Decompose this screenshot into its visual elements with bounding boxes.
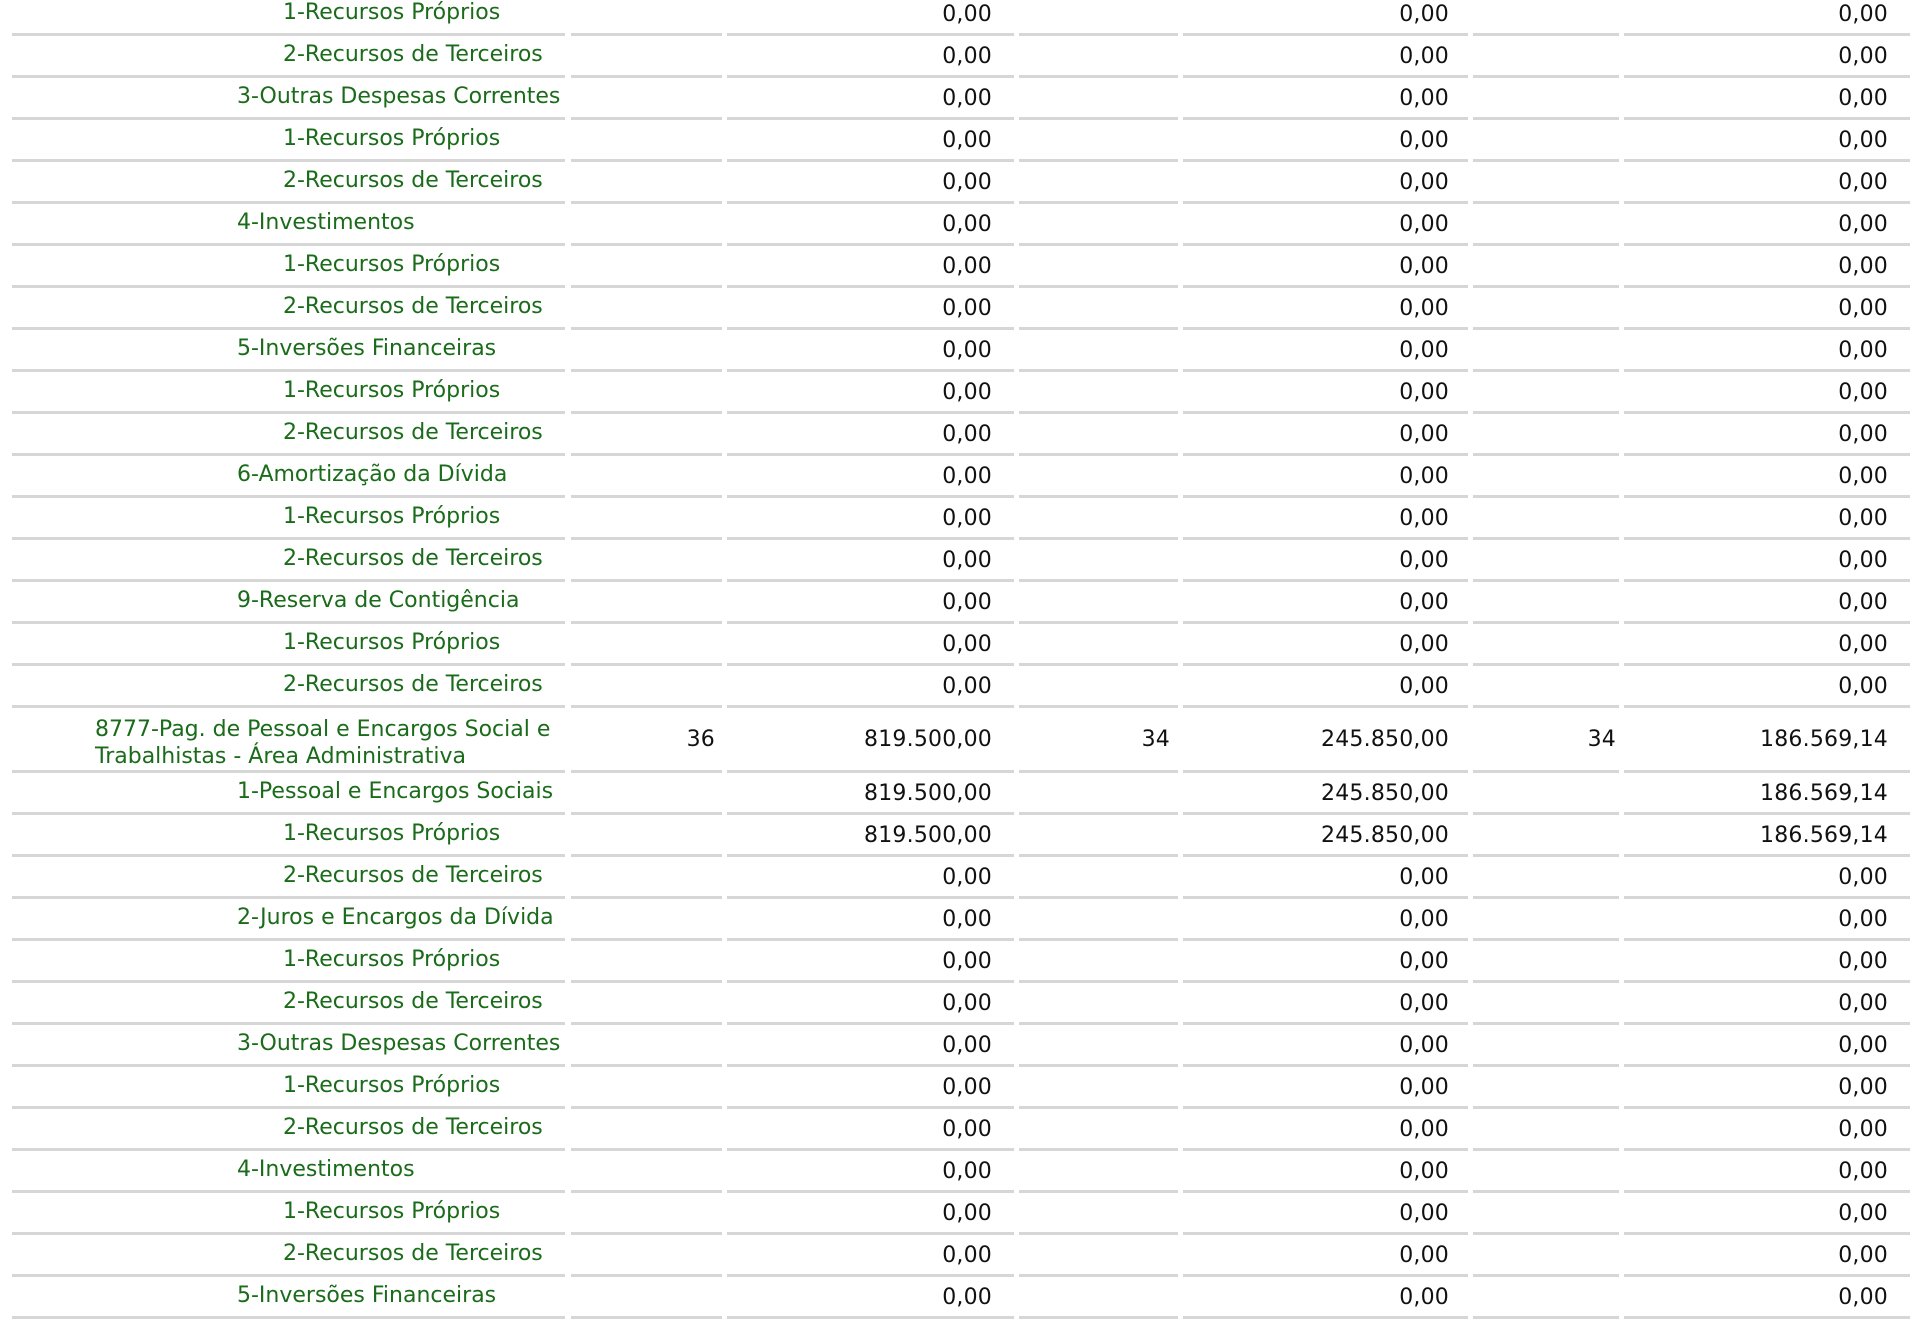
qty1-cell	[571, 899, 722, 941]
amount-value: 819.500,00	[864, 780, 992, 806]
qty3-cell	[1473, 204, 1619, 246]
qty1-cell	[571, 414, 722, 456]
qty1-cell	[571, 288, 722, 330]
table-row	[0, 1193, 1920, 1235]
amount-value: 0,00	[1399, 990, 1449, 1016]
amount-value: 0,00	[1838, 211, 1888, 237]
qty3-cell	[1473, 330, 1619, 372]
qty3-cell	[1473, 1109, 1619, 1151]
amount-value: 0,00	[1838, 631, 1888, 657]
table-row	[0, 899, 1920, 941]
table-row	[0, 246, 1920, 288]
row-label: 2-Recursos de Terceiros	[283, 41, 543, 67]
amount-value: 0,00	[942, 1116, 992, 1142]
amount-value: 0,00	[1399, 1074, 1449, 1100]
amount-value: 0,00	[942, 337, 992, 363]
qty3-cell	[1473, 666, 1619, 708]
table-row	[0, 1151, 1920, 1193]
qty2-cell	[1019, 857, 1178, 899]
qty1-cell	[571, 857, 722, 899]
qty2-cell	[1019, 204, 1178, 246]
amount-value: 245.850,00	[1321, 822, 1449, 848]
qty1-cell	[571, 624, 722, 666]
amount-value: 0,00	[1838, 85, 1888, 111]
qty2-cell	[1019, 246, 1178, 288]
amount-value: 0,00	[942, 673, 992, 699]
qty1-cell	[571, 36, 722, 78]
qty2-cell	[1019, 540, 1178, 582]
amount-value: 0,00	[1399, 948, 1449, 974]
qty1-cell	[571, 246, 722, 288]
amount-value: 0,00	[942, 1158, 992, 1184]
row-label: 5-Inversões Financeiras	[237, 1282, 497, 1308]
qty1-cell	[571, 162, 722, 204]
qty3-cell	[1473, 120, 1619, 162]
amount-value: 0,00	[1838, 295, 1888, 321]
qty2-cell	[1019, 498, 1178, 540]
qty2-cell	[1019, 899, 1178, 941]
qty1-cell	[571, 815, 722, 857]
amount-value: 0,00	[1838, 253, 1888, 279]
amount-value: 0,00	[942, 1284, 992, 1310]
qty1-cell	[571, 0, 722, 36]
table-row	[0, 773, 1920, 815]
quantity-value: 36	[686, 727, 715, 752]
amount-value: 0,00	[1838, 990, 1888, 1016]
qty1-cell	[571, 1109, 722, 1151]
amount-value: 0,00	[1838, 673, 1888, 699]
table-row	[0, 983, 1920, 1025]
amount-value: 0,00	[942, 906, 992, 932]
qty2-cell	[1019, 456, 1178, 498]
row-label: 2-Recursos de Terceiros	[283, 1114, 543, 1140]
qty2-cell	[1019, 1109, 1178, 1151]
amount-value: 0,00	[942, 463, 992, 489]
qty3-cell	[1473, 1277, 1619, 1319]
qty2-cell	[1019, 372, 1178, 414]
qty3-cell	[1473, 815, 1619, 857]
qty2-cell	[1019, 1235, 1178, 1277]
table-row	[0, 414, 1920, 456]
amount-value: 0,00	[942, 631, 992, 657]
row-label: 2-Recursos de Terceiros	[283, 419, 543, 445]
table-row	[0, 288, 1920, 330]
qty3-cell	[1473, 288, 1619, 330]
amount-value: 0,00	[1399, 337, 1449, 363]
qty3-cell	[1473, 941, 1619, 983]
amount-value: 0,00	[1399, 43, 1449, 69]
qty1-cell	[571, 1025, 722, 1067]
quantity-value: 34	[1587, 727, 1616, 752]
table-row	[0, 456, 1920, 498]
qty3-cell	[1473, 624, 1619, 666]
row-label: 2-Recursos de Terceiros	[283, 862, 543, 888]
amount-value: 0,00	[942, 1200, 992, 1226]
amount-value: 0,00	[942, 421, 992, 447]
table-row	[0, 540, 1920, 582]
amount-value: 186.569,14	[1760, 727, 1888, 752]
table-row	[0, 1235, 1920, 1277]
row-label: 5-Inversões Financeiras	[237, 335, 497, 361]
row-label: 8777-Pag. de Pessoal e Encargos Social e Trabalhistas - Área Administrativa	[95, 717, 551, 769]
qty3-cell	[1473, 1151, 1619, 1193]
qty1-cell	[571, 330, 722, 372]
table-row	[0, 372, 1920, 414]
amount-value: 0,00	[1838, 1116, 1888, 1142]
qty1-cell	[571, 582, 722, 624]
amount-value: 0,00	[1399, 1032, 1449, 1058]
qty3-cell	[1473, 78, 1619, 120]
amount-value: 0,00	[1838, 1, 1888, 27]
qty3-cell	[1473, 162, 1619, 204]
amount-value: 0,00	[1838, 169, 1888, 195]
table-row	[0, 162, 1920, 204]
row-label: 1-Recursos Próprios	[283, 0, 501, 25]
qty2-cell	[1019, 1193, 1178, 1235]
amount-value: 0,00	[1399, 421, 1449, 447]
table-row	[0, 0, 1920, 36]
amount-value: 0,00	[1399, 1116, 1449, 1142]
qty3-cell	[1473, 36, 1619, 78]
qty2-cell	[1019, 941, 1178, 983]
table-row	[0, 582, 1920, 624]
amount-value: 0,00	[1838, 1284, 1888, 1310]
row-label: 2-Recursos de Terceiros	[283, 671, 543, 697]
row-label: 6-Amortização da Dívida	[237, 461, 508, 487]
row-label: 1-Recursos Próprios	[283, 820, 501, 846]
table-row	[0, 330, 1920, 372]
amount-value: 0,00	[1838, 589, 1888, 615]
qty1-cell	[571, 372, 722, 414]
amount-value: 0,00	[1838, 1200, 1888, 1226]
row-label: 2-Recursos de Terceiros	[283, 988, 543, 1014]
amount-value: 0,00	[942, 43, 992, 69]
amount-value: 0,00	[1399, 1284, 1449, 1310]
amount-value: 0,00	[942, 211, 992, 237]
amount-value: 0,00	[1838, 906, 1888, 932]
amount-value: 0,00	[1838, 948, 1888, 974]
row-label: 1-Recursos Próprios	[283, 1198, 501, 1224]
table-row	[0, 624, 1920, 666]
row-label: 4-Investimentos	[237, 1156, 415, 1182]
row-label: 1-Recursos Próprios	[283, 946, 501, 972]
table-row	[0, 815, 1920, 857]
qty2-cell	[1019, 773, 1178, 815]
row-label: 2-Recursos de Terceiros	[283, 167, 543, 193]
amount-value: 0,00	[1399, 85, 1449, 111]
qty3-cell	[1473, 372, 1619, 414]
row-label: 2-Recursos de Terceiros	[283, 1240, 543, 1266]
qty2-cell	[1019, 582, 1178, 624]
amount-value: 0,00	[1838, 127, 1888, 153]
amount-value: 0,00	[942, 1032, 992, 1058]
amount-value: 0,00	[942, 379, 992, 405]
amount-value: 0,00	[1838, 1158, 1888, 1184]
qty2-cell	[1019, 1067, 1178, 1109]
qty2-cell	[1019, 1151, 1178, 1193]
amount-value: 0,00	[1838, 1032, 1888, 1058]
qty2-cell	[1019, 0, 1178, 36]
row-label: 4-Investimentos	[237, 209, 415, 235]
amount-value: 0,00	[1399, 906, 1449, 932]
table-row	[0, 1109, 1920, 1151]
qty2-cell	[1019, 78, 1178, 120]
qty2-cell	[1019, 288, 1178, 330]
table-row	[0, 120, 1920, 162]
amount-value: 0,00	[1838, 864, 1888, 890]
table-row	[0, 857, 1920, 899]
amount-value: 0,00	[1399, 547, 1449, 573]
row-label: 2-Recursos de Terceiros	[283, 293, 543, 319]
qty1-cell	[571, 1151, 722, 1193]
amount-value: 0,00	[1399, 1, 1449, 27]
amount-value: 0,00	[1399, 631, 1449, 657]
row-label: 3-Outras Despesas Correntes	[237, 1030, 561, 1056]
qty2-cell	[1019, 36, 1178, 78]
row-label: 1-Recursos Próprios	[283, 251, 501, 277]
amount-value: 0,00	[1399, 211, 1449, 237]
qty3-cell	[1473, 0, 1619, 36]
amount-value: 0,00	[942, 1, 992, 27]
amount-value: 0,00	[1838, 463, 1888, 489]
row-label: 1-Recursos Próprios	[283, 503, 501, 529]
qty1-cell	[571, 1067, 722, 1109]
amount-value: 0,00	[1838, 505, 1888, 531]
row-label: 1-Pessoal e Encargos Sociais	[237, 778, 554, 804]
table-row	[0, 78, 1920, 120]
qty3-cell	[1473, 1025, 1619, 1067]
amount-value: 819.500,00	[864, 727, 992, 752]
amount-value: 0,00	[1399, 1200, 1449, 1226]
amount-value: 0,00	[942, 169, 992, 195]
table-row	[0, 941, 1920, 983]
qty2-cell	[1019, 414, 1178, 456]
table-row	[0, 666, 1920, 708]
amount-value: 245.850,00	[1321, 727, 1449, 752]
amount-value: 0,00	[942, 990, 992, 1016]
amount-value: 186.569,14	[1760, 822, 1888, 848]
qty3-cell	[1473, 1235, 1619, 1277]
amount-value: 0,00	[1399, 589, 1449, 615]
qty2-cell	[1019, 624, 1178, 666]
qty1-cell	[571, 1193, 722, 1235]
qty3-cell	[1473, 857, 1619, 899]
amount-value: 0,00	[1399, 673, 1449, 699]
row-label: 9-Reserva de Contigência	[237, 587, 520, 613]
row-label: 3-Outras Despesas Correntes	[237, 83, 561, 109]
row-label: 1-Recursos Próprios	[283, 377, 501, 403]
table-row	[0, 36, 1920, 78]
table-row	[0, 1067, 1920, 1109]
amount-value: 0,00	[1399, 864, 1449, 890]
qty1-cell	[571, 78, 722, 120]
amount-value: 0,00	[942, 295, 992, 321]
amount-value: 0,00	[942, 948, 992, 974]
amount-value: 0,00	[942, 1242, 992, 1268]
amount-value: 186.569,14	[1760, 780, 1888, 806]
amount-value: 0,00	[1399, 295, 1449, 321]
qty1-cell	[571, 941, 722, 983]
table-row	[0, 204, 1920, 246]
qty3-cell	[1473, 414, 1619, 456]
qty1-cell	[571, 456, 722, 498]
qty2-cell	[1019, 330, 1178, 372]
row-label: 2-Juros e Encargos da Dívida	[237, 904, 554, 930]
row-label: 2-Recursos de Terceiros	[283, 545, 543, 571]
amount-value: 0,00	[1838, 1074, 1888, 1100]
amount-value: 0,00	[942, 253, 992, 279]
quantity-value: 34	[1141, 727, 1170, 752]
row-label: 1-Recursos Próprios	[283, 125, 501, 151]
qty3-cell	[1473, 773, 1619, 815]
amount-value: 0,00	[1399, 1158, 1449, 1184]
qty1-cell	[571, 1277, 722, 1319]
qty2-cell	[1019, 1277, 1178, 1319]
qty1-cell	[571, 773, 722, 815]
amount-value: 0,00	[942, 127, 992, 153]
amount-value: 0,00	[1399, 463, 1449, 489]
amount-value: 819.500,00	[864, 822, 992, 848]
qty1-cell	[571, 666, 722, 708]
amount-value: 0,00	[1399, 505, 1449, 531]
amount-value: 0,00	[1399, 1242, 1449, 1268]
qty3-cell	[1473, 582, 1619, 624]
table-row	[0, 1277, 1920, 1319]
amount-value: 0,00	[942, 589, 992, 615]
amount-value: 0,00	[1838, 1242, 1888, 1268]
qty2-cell	[1019, 983, 1178, 1025]
qty1-cell	[571, 1235, 722, 1277]
amount-value: 0,00	[1838, 421, 1888, 447]
amount-value: 0,00	[1838, 547, 1888, 573]
amount-value: 0,00	[1399, 253, 1449, 279]
amount-value: 0,00	[1838, 379, 1888, 405]
table-row	[0, 708, 1920, 773]
amount-value: 0,00	[942, 864, 992, 890]
row-label: 1-Recursos Próprios	[283, 629, 501, 655]
amount-value: 0,00	[1838, 43, 1888, 69]
qty1-cell	[571, 498, 722, 540]
qty3-cell	[1473, 983, 1619, 1025]
qty3-cell	[1473, 456, 1619, 498]
qty2-cell	[1019, 162, 1178, 204]
table-row	[0, 498, 1920, 540]
amount-value: 0,00	[1838, 337, 1888, 363]
table-row	[0, 1025, 1920, 1067]
qty2-cell	[1019, 666, 1178, 708]
qty3-cell	[1473, 540, 1619, 582]
row-label: 1-Recursos Próprios	[283, 1072, 501, 1098]
qty3-cell	[1473, 1067, 1619, 1109]
qty1-cell	[571, 204, 722, 246]
amount-value: 0,00	[942, 85, 992, 111]
amount-value: 0,00	[942, 505, 992, 531]
qty2-cell	[1019, 815, 1178, 857]
qty2-cell	[1019, 120, 1178, 162]
qty3-cell	[1473, 1193, 1619, 1235]
amount-value: 0,00	[1399, 169, 1449, 195]
amount-value: 0,00	[942, 547, 992, 573]
qty1-cell	[571, 540, 722, 582]
amount-value: 0,00	[1399, 379, 1449, 405]
qty2-cell	[1019, 1025, 1178, 1067]
qty3-cell	[1473, 899, 1619, 941]
qty1-cell	[571, 983, 722, 1025]
qty3-cell	[1473, 498, 1619, 540]
qty1-cell	[571, 120, 722, 162]
qty3-cell	[1473, 246, 1619, 288]
amount-value: 0,00	[1399, 127, 1449, 153]
amount-value: 245.850,00	[1321, 780, 1449, 806]
amount-value: 0,00	[942, 1074, 992, 1100]
